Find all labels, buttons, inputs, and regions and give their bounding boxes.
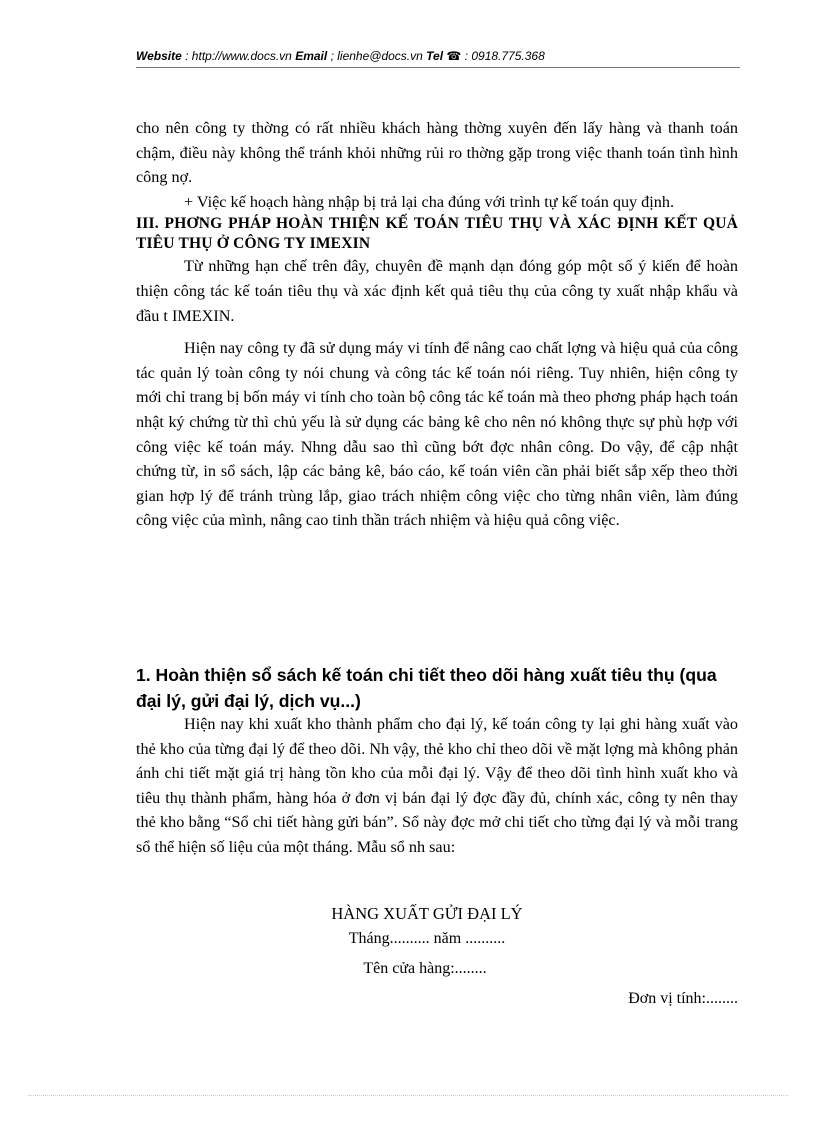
website-value[interactable]: : http://www.docs.vn	[185, 49, 292, 63]
paragraph-3: Từ những hạn chế trên đây, chuyên đề mạnh dạn đóng góp một số ý kiến để hoàn thiện công tác kế toán tiêu thụ và xác định kết quả tiêu thụ của công ty xuất nhập khẩu và đầu t IMEXIN.	[136, 257, 738, 325]
form-title: HÀNG XUẤT GỬI ĐẠI LÝ	[331, 904, 523, 923]
form-store-line: Tên cửa hàng:........	[363, 960, 487, 977]
form-unit-line: Đơn vị tính:........	[628, 990, 738, 1007]
website-label: Website	[136, 49, 182, 63]
email-value[interactable]: ; lienhe@docs.vn	[330, 49, 423, 63]
page-header	[136, 49, 740, 63]
subsection-heading-1: 1. Hoàn thiện sổ sách kế toán chi tiết theo dõi hàng xuất tiêu thụ (qua đại lý, gửi đại lý, dịch vụ...)	[136, 665, 717, 711]
document-body	[136, 116, 738, 533]
paragraph-2: + Việc kế hoạch hàng nhập bị trả lại cha đúng với trình tự kế toán quy định.	[184, 192, 675, 211]
header-divider	[136, 67, 740, 68]
section-heading-iii: III. PHƠNG PHÁP HOÀN THIỆN KẾ TOÁN TIÊU THỤ VÀ XÁC ĐỊNH KẾT QUẢ TIÊU THỤ Ở CÔNG TY IMEXIN	[136, 215, 738, 253]
tel-value: : 0918.775.368	[464, 49, 545, 63]
paragraph-1: cho nên công ty thờng có rất nhiều khách hàng thờng xuyên đến lấy hàng và thanh toán chậm, điều này không thể tránh khỏi những rủi ro thờng gặp trong việc thanh toán tình hình công nợ.	[136, 119, 738, 187]
form-month-line: Tháng.......... năm ..........	[348, 930, 506, 947]
tel-label: Tel ☎	[426, 49, 462, 63]
paragraph-5: Hiện nay khi xuất kho thành phẩm cho đại lý, kế toán công ty lại ghi hàng xuất vào thẻ kho của từng đại lý để theo dõi. Nh vậy, thẻ kho chỉ theo dõi về mặt lợng mà không phản ánh chi tiết mặt giá trị hàng tồn kho của mỗi đại lý. Vậy để theo dõi tình hình xuất kho và tiêu thụ thành phẩm, hàng hóa ở đơn vị bán đại lý đợc đầy đủ, chính xác, công ty nên thay thẻ kho bằng “Sổ chi tiết hàng gửi bán”. Sổ này đợc mở chi tiết cho từng đại lý và mỗi trang sổ thể hiện số liệu của một tháng. Mẫu sổ nh sau:	[136, 715, 738, 856]
footer-divider	[28, 1095, 788, 1096]
email-label: Email	[295, 49, 328, 63]
document-body-2	[136, 712, 738, 860]
paragraph-4: Hiện nay công ty đã sử dụng máy vi tính để nâng cao chất lợng và hiệu quả của công tác quản lý toàn công ty nói chung và công tác kế toán nói riêng. Tuy nhiên, hiện công ty mới chỉ trang bị bốn máy vi tính cho toàn bộ công tác kế toán mà theo phơng pháp hạch toán nhật ký chứng từ thì chủ yếu là sử dụng các bảng kê cho nên nó không thực sự phù hợp với công việc kế toán máy. Nhng dẫu sao thì cũng bớt đợc nhân công. Do vậy, để cập nhật chứng từ, in sổ sách, lập các bảng kê, báo cáo, kế toán viên cần phải biết sắp xếp theo thời gian hợp lý để tránh trùng lắp, giao trách nhiệm công việc cho từng nhân viên, làm đúng công việc của mình, nâng cao tinh thần trách nhiệm và hiệu quả công việc.	[136, 339, 738, 530]
